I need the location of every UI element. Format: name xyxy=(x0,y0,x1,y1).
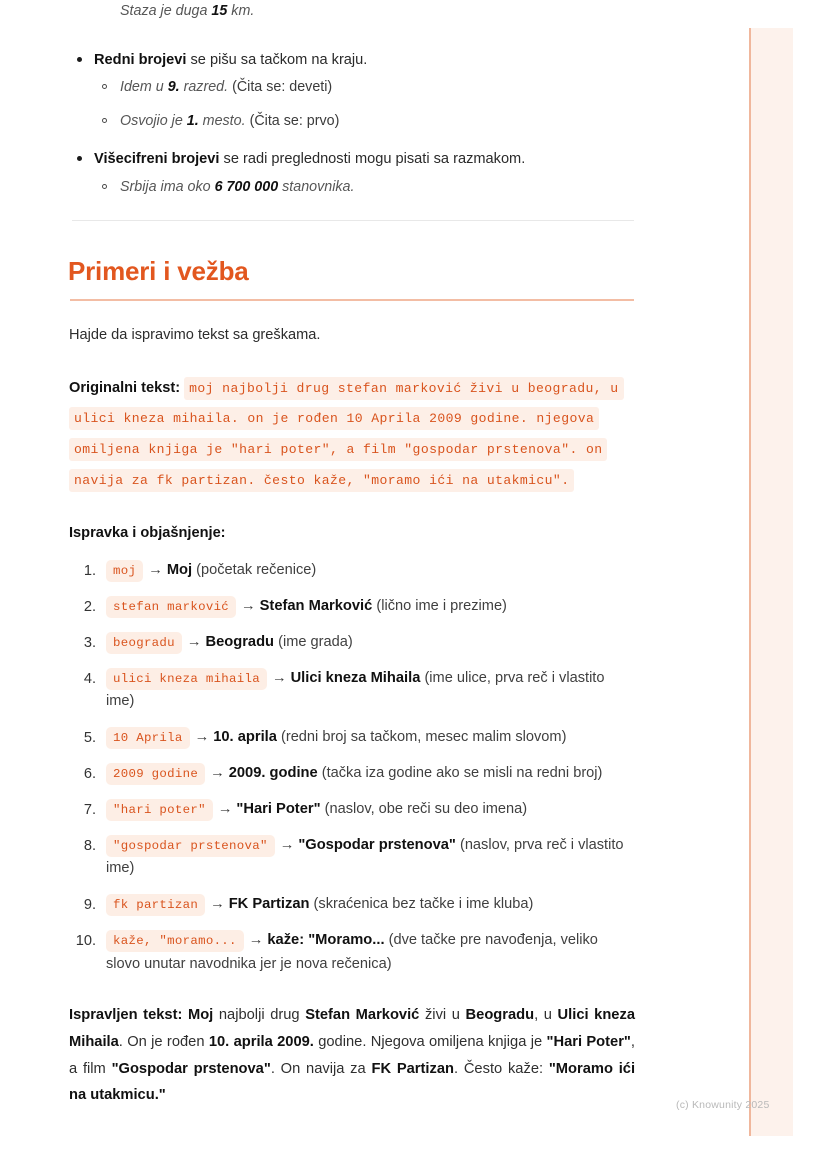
example-post: razred. xyxy=(179,79,229,96)
list-item xyxy=(68,893,636,917)
arrow-icon: → xyxy=(186,633,202,650)
ft-t7: . On navija za xyxy=(270,1060,372,1077)
ft-b7: "Gospodar prstenova" xyxy=(111,1060,271,1077)
ft-t8: . Često kaže: xyxy=(453,1060,549,1077)
ft-b5: 10. aprila 2009. xyxy=(208,1033,314,1050)
corrected-token: Beogradu xyxy=(205,633,275,650)
list-item xyxy=(68,762,636,786)
correction-note: (skraćenica bez tačke i ime kluba) xyxy=(313,895,534,912)
ft-t6: , a film xyxy=(69,1033,635,1077)
example-bold: 1. xyxy=(186,112,199,129)
rule-examples xyxy=(94,77,636,132)
rule-text: se radi preglednosti mogu pisati sa razmakom. xyxy=(219,151,526,168)
correction-note: (ime grada) xyxy=(278,633,353,650)
correction-note: (redni broj sa tačkom, mesec malim slovom) xyxy=(280,729,567,746)
disc-bullet-icon xyxy=(77,156,82,161)
example-pre: Osvojio je xyxy=(120,112,187,129)
ft-t3: , u xyxy=(534,1007,558,1024)
rule-item-visecifreni-brojevi xyxy=(68,148,636,198)
example-tail: km. xyxy=(227,3,255,19)
arrow-icon: → xyxy=(271,669,287,686)
ft-b1: Moj xyxy=(187,1007,214,1024)
example-paren: (Čita se: prvo) xyxy=(249,112,340,129)
ft-b3: Beogradu xyxy=(465,1007,535,1024)
list-item xyxy=(68,834,636,881)
orphan-example-item xyxy=(94,0,636,23)
ft-b4: Ulici kneza Mihaila xyxy=(69,1007,635,1050)
rule-term: Višecifreni brojevi xyxy=(94,151,220,168)
example-post: mesto. xyxy=(198,112,246,129)
page-content xyxy=(68,0,636,1109)
corrections-list xyxy=(68,559,636,976)
correction-note: (naslov, prva reč i vlastito ime) xyxy=(106,836,624,877)
corrected-token: 10. aprila xyxy=(213,729,277,746)
correction-note: (tačka iza godine ako se misli na redni broj) xyxy=(321,764,603,781)
hollow-bullet-icon xyxy=(102,84,107,89)
list-item xyxy=(68,631,636,655)
wrong-token: moj xyxy=(106,560,143,582)
example-bold: 15 xyxy=(211,3,228,19)
ft-b6: "Hari Poter" xyxy=(546,1033,631,1050)
watermark: (c) Knowunity 2025 xyxy=(676,1099,770,1111)
example-bold: 9. xyxy=(167,79,180,96)
arrow-icon: → xyxy=(241,598,256,614)
corrections-label: Ispravka i objašnjenje: xyxy=(69,525,226,542)
corrected-token: "Hari Poter" xyxy=(236,800,321,817)
corrected-token: Moj xyxy=(166,562,193,579)
correction-note: (ime ulice, prva reč i vlastito ime) xyxy=(106,669,605,710)
title-underline xyxy=(70,299,634,301)
intro-paragraph: Hajde da ispravimo tekst sa greškama. xyxy=(69,326,321,343)
list-item xyxy=(94,77,636,98)
corrected-token: Stefan Marković xyxy=(259,598,373,614)
ft-t2: živi u xyxy=(419,1007,466,1024)
rule-examples xyxy=(94,177,636,198)
rule-text: se pišu sa tačkom na kraju. xyxy=(186,51,368,68)
wrong-token: "hari poter" xyxy=(106,799,213,821)
corrected-token: Ulici kneza Mihaila xyxy=(290,669,421,686)
correction-note: (naslov, obe reči su deo imena) xyxy=(324,800,528,817)
rule-item-redni-brojevi xyxy=(68,49,636,132)
wrong-token: beogradu xyxy=(106,632,182,654)
rule-term: Redni brojevi xyxy=(94,51,187,68)
right-decorative-strip xyxy=(749,28,793,1136)
wrong-token: kaže, "moramo... xyxy=(106,930,244,952)
original-text-label: Originalni tekst: xyxy=(69,379,181,396)
ft-t5: godine. Njegova omiljena knjiga je xyxy=(313,1033,547,1050)
wrong-token: stefan marković xyxy=(106,596,236,618)
example-post: stanovnika. xyxy=(278,178,355,195)
ft-t4: . On je rođen xyxy=(118,1033,209,1050)
arrow-icon: → xyxy=(279,836,295,853)
page-title: Primeri i vežba xyxy=(68,256,249,287)
wrong-token: 2009 godine xyxy=(106,763,205,785)
list-item xyxy=(94,177,636,198)
disc-bullet-icon xyxy=(77,57,82,62)
corrected-label: Ispravljen tekst: xyxy=(69,1007,183,1024)
example-pre: Staza je duga xyxy=(120,3,212,19)
corrected-paragraph xyxy=(69,1002,635,1109)
correction-note: (dve tačke pre navođenja, veliko slovo unutar navodnika jer je nova rečenica) xyxy=(106,931,598,972)
original-text-code: moj najbolji drug stefan marković živi u beogradu, u ulici kneza mihaila. on je rođen 10 Aprila 2009 godine. njegova omiljena knjiga je "hari poter", a film "gospodar prstenova". on navija za fk partizan. često kaže, "moramo ići na utakmicu". xyxy=(69,377,624,492)
list-item xyxy=(68,929,636,976)
arrow-icon: → xyxy=(210,764,225,781)
example-paren: (Čita se: deveti) xyxy=(232,79,333,96)
correction-note: (lično ime i prezime) xyxy=(376,598,507,614)
example-bold: 6 700 000 xyxy=(214,178,279,195)
hollow-bullet-icon xyxy=(102,184,107,189)
arrow-icon: → xyxy=(194,729,210,746)
corrected-token: "Gospodar prstenova" xyxy=(298,836,456,853)
ft-b2: Stefan Marković xyxy=(305,1007,420,1024)
wrong-token: fk partizan xyxy=(106,894,205,916)
corrected-token: kaže: "Moramo... xyxy=(267,931,385,948)
wrong-token: "gospodar prstenova" xyxy=(106,835,275,857)
list-item xyxy=(68,595,636,619)
example-pre: Srbija ima oko xyxy=(120,178,215,195)
correction-note: (početak rečenice) xyxy=(196,562,317,579)
list-item xyxy=(68,667,636,714)
ft-t1: najbolji drug xyxy=(213,1007,306,1024)
list-item xyxy=(68,726,636,750)
rules-list xyxy=(68,0,636,198)
arrow-icon: → xyxy=(217,800,233,817)
ft-b8: FK Partizan xyxy=(371,1060,454,1077)
arrow-icon: → xyxy=(210,895,225,912)
ft-b9: "Moramo ići na utakmicu." xyxy=(69,1060,636,1104)
wrong-token: 10 Aprila xyxy=(106,727,190,749)
corrected-token: 2009. godine xyxy=(228,764,318,781)
original-text-block xyxy=(69,373,636,496)
list-item xyxy=(94,111,636,132)
arrow-icon: → xyxy=(248,931,264,948)
corrected-token: FK Partizan xyxy=(228,895,310,912)
wrong-token: ulici kneza mihaila xyxy=(106,668,267,690)
list-item xyxy=(68,798,636,822)
arrow-icon: → xyxy=(148,562,163,579)
section-divider xyxy=(72,220,634,221)
list-item xyxy=(68,559,636,583)
hollow-bullet-icon xyxy=(102,118,107,123)
example-pre: Idem u xyxy=(120,79,168,96)
